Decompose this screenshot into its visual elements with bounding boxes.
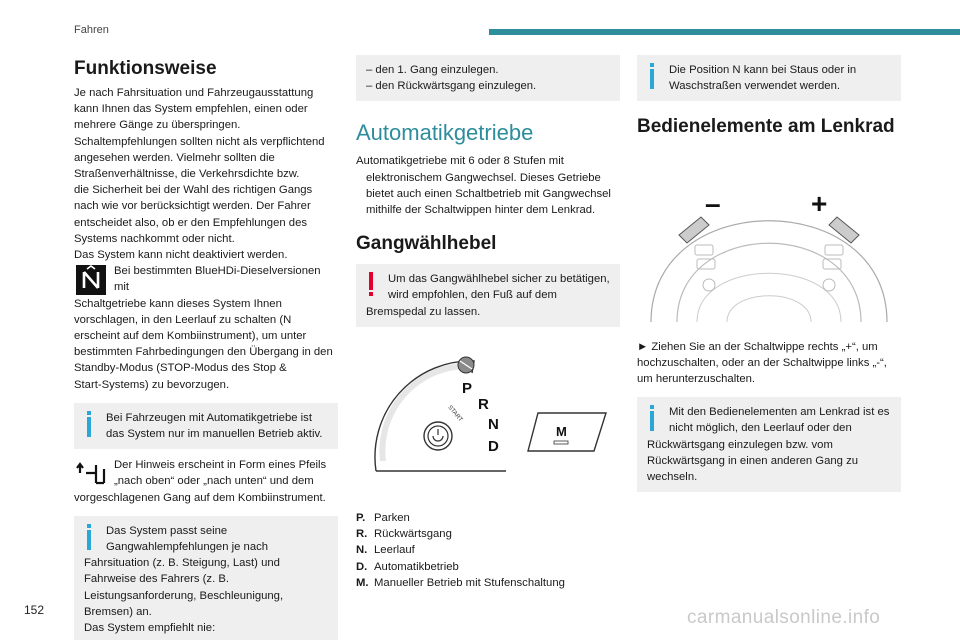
m-button-label: M [556, 423, 567, 439]
gear-selector-illustration [356, 341, 620, 496]
legend-item: D. Automatikbetrieb [356, 560, 459, 573]
selector-letter-n: N [488, 415, 499, 433]
selector-legend [356, 510, 620, 591]
heading-funktionsweise: Funktionsweise [74, 58, 217, 79]
minus-paddle-label: – [705, 188, 721, 220]
heading-bedienelemente: Bedienelemente am Lenkrad [637, 116, 895, 138]
info-box-automatic: Bei Fahrzeugen mit Automatikgetriebe ist das System nur im manuellen Betrieb aktiv. [74, 403, 338, 449]
column-1 [74, 55, 338, 640]
continued-box: – den 1. Gang einzulegen. – den Rückwärtsgang einzulegen. [356, 55, 620, 101]
gear-arrow-icon [74, 459, 108, 487]
info-icon [87, 524, 91, 528]
info-box-adaptive: Das System passt seine Gangwahlempfehlungen je nach Fahrsituation (z. B. Steigung, Last) und Fahrweise des Fahrers (z. B. Leistungsanforderung, Beschleunigung, Bremsen) an. Das System empfiehlt nie: [74, 516, 338, 640]
selector-letter-r: R [478, 395, 489, 413]
watermark: carmanualsonline.info [687, 607, 881, 628]
steering-wheel-illustration [637, 147, 901, 332]
heading-automatikgetriebe: Automatikgetriebe [356, 120, 534, 146]
section-title: Fahren [74, 24, 109, 36]
selector-letter-d: D [488, 437, 499, 455]
warning-icon [369, 272, 373, 290]
legend-item: N. Leerlauf [356, 544, 415, 557]
plus-paddle-label: + [811, 188, 828, 220]
neutral-indicator-icon [74, 265, 108, 293]
column-3 [637, 55, 901, 492]
info-icon [650, 405, 654, 409]
legend-item: P. Parken [356, 512, 410, 525]
start-label: START [446, 404, 464, 423]
header-accent-bar [489, 29, 960, 35]
info-icon [650, 63, 654, 67]
warning-box: Um das Gangwählhebel sicher zu betätigen, wird empfohlen, den Fuß auf dem Bremspedal zu lassen. [356, 264, 620, 327]
intro-paragraph: Je nach Fahrsituation und Fahrzeugausstattung kann Ihnen das System empfehlen, einen oder mehrere Gänge zu überspringen. Schaltempfehlungen sollten nicht als verpflichtend angesehen werden. Vielmehr sollten die Straßenverhältnisse, die Verkehrsdichte bzw. die Sicherheit bei der Wahl des richtigen Gangs nach wie vor berücksichtigt werden. Der Fahrer entscheidet also, ob er den Empfehlungen des Systems nachkommt oder nicht. Das System kann nicht deaktiviert werden. [74, 87, 325, 262]
arrow-hint-paragraph: Der Hinweis erscheint in Form eines Pfeils „nach oben“ oder „nach unten“ und dem vorgeschlagenen Gang auf dem Kombiinstrument. [74, 459, 327, 504]
info-icon [87, 411, 91, 415]
auto-paragraph: Automatikgetriebe mit 6 oder 8 Stufen mit elektronischem Gangwechsel. Dieses Getriebe bietet auch einen Schaltbetrieb mit Gangwechsel mithilfe der Schaltwippen hinter dem Lenkrad. [356, 155, 611, 217]
paddle-instruction: ► Ziehen Sie an der Schaltwippe rechts „+“, um hochzuschalten, oder an der Schaltwippe links „-“, um herunterzuschalten. [637, 340, 887, 386]
info-box-neutral-position: Die Position N kann bei Staus oder in Waschstraßen verwendet werden. [637, 55, 901, 101]
page-number: 152 [24, 603, 45, 617]
column-2 [356, 55, 620, 591]
legend-item: R. Rückwärtsgang [356, 528, 452, 541]
legend-item: M. Manueller Betrieb mit Stufenschaltung [356, 576, 565, 589]
selector-letter-p: P [462, 379, 473, 397]
neutral-recommendation-paragraph: Bei bestimmten BlueHDi-Dieselversionen mit Schaltgetriebe kann dieses System Ihnen vorschlagen, in den Leerlauf zu schalten (N erscheint auf dem Kombiinstrument), um unter bestimmten Fahrbedingungen den Übergang in den Standby-Modus (STOP-Modus des Stop & Start-Systems) zu bevorzugen. [74, 265, 333, 391]
heading-gangwaehlhebel: Gangwählhebel [356, 233, 497, 255]
info-box-wheel-controls: Mit den Bedienelementen am Lenkrad ist es nicht möglich, den Leerlauf oder den Rückwärtsgang einzulegen bzw. vom Rückwärtsgang in einen anderen Gang zu wechseln. [637, 397, 901, 492]
